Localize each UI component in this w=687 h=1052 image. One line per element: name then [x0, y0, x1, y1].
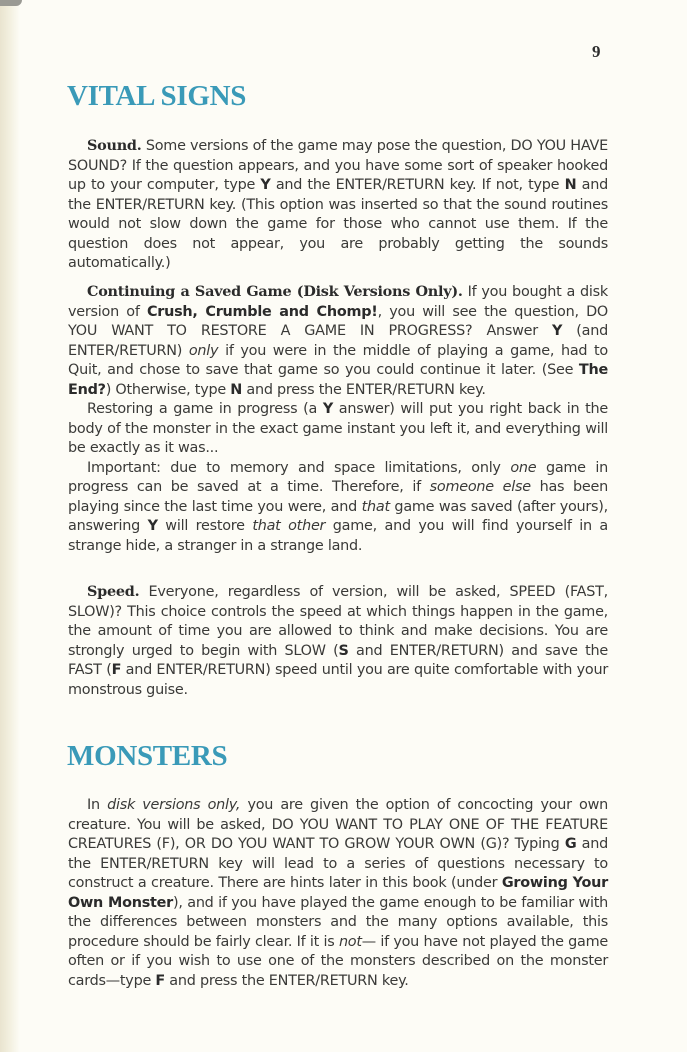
text: you are given the option of concocting your own creature. You will be asked, DO YOU WANT TO PLAY ONE OF THE FEATURE CREATURES (F), OR DO YOU WANT TO GROW YOUR OWN (G)? Typing — [68, 797, 608, 852]
text: and the ENTER/RETURN key. If not, type — [270, 177, 565, 193]
text: and press the ENTER/RETURN key. — [164, 972, 409, 989]
page-number: 9 — [592, 42, 601, 61]
page-corner — [0, 0, 22, 6]
key-s: S — [338, 642, 349, 659]
text: In — [87, 797, 108, 813]
key-n: N — [564, 177, 577, 193]
emphasis: that — [361, 498, 390, 515]
text: ) Otherwise, type — [105, 381, 231, 398]
text: Important: due to memory and space limitations, only — [87, 459, 511, 476]
key-f: F — [155, 972, 165, 989]
text: game was saved (after yours), answering — [68, 498, 608, 534]
text: — if you have not played the game often or if you wish to use one of the monsters described on the monster cards—type — [68, 933, 608, 989]
text: Some versions of the game may pose the question, DO YOU HAVE SOUND? If the question appears, and you have some sort of speaker hooked up to your computer, type — [68, 138, 608, 193]
text: and the ENTER/RETURN key. (This option was inserted so that the sound routines would not slow down the game for those who cannot use them. If the question does not appear, you are probably getting the sounds automatically.) — [68, 177, 608, 271]
paragraph-continuing-saved-game — [68, 282, 608, 556]
text: game, and you will find yourself in a strange hide, a stranger in a strange land. — [68, 518, 609, 554]
section-heading-monsters: MONSTERS — [67, 740, 228, 772]
cross-reference: The End? — [68, 362, 608, 398]
key-y: Y — [260, 177, 271, 193]
text: and ENTER/RETURN) speed until you are quite comfortable with your monstrous guise. — [68, 662, 608, 698]
text: , you will see the question, DO YOU WANT TO RESTORE A GAME IN PROGRESS? Answer — [68, 303, 609, 339]
term-sound: Sound. — [87, 137, 142, 154]
game-title: Crush, Crumble and Chomp! — [146, 303, 378, 320]
text: answer) will put you right back in the body of the monster in the exact game instant you left it, and everything will be exactly as it was... — [68, 401, 608, 456]
paragraph-speed — [68, 582, 608, 700]
emphasis: someone else — [429, 479, 531, 495]
text: if you were in the middle of playing a game, had to Quit, and chose to save that game so you could continue it later. (See — [68, 342, 608, 378]
emphasis: disk versions only, — [107, 797, 241, 813]
emphasis: that other — [252, 518, 326, 534]
text: and the ENTER/RETURN key will lead to a series of questions necessary to construct a creature. There are hints later in this book (under — [68, 836, 608, 891]
text: (and ENTER/RETURN) — [68, 323, 608, 359]
emphasis: one — [510, 459, 537, 476]
paragraph-monsters — [68, 796, 608, 991]
text: game in progress can be saved at a time. Therefore, if — [68, 459, 608, 495]
key-n: N — [230, 381, 243, 398]
text: Restoring a game in progress (a — [87, 401, 323, 417]
term-speed: Speed. — [87, 583, 140, 600]
key-g: G — [564, 836, 577, 852]
page-spine-shadow — [0, 0, 20, 1052]
text: and press the ENTER/RETURN key. — [242, 381, 486, 398]
paragraph-important — [68, 459, 608, 557]
term-continuing-saved-game: Continuing a Saved Game (Disk Versions Only). — [87, 283, 463, 300]
paragraph-restoring — [68, 400, 608, 459]
key-y: Y — [552, 323, 563, 339]
text: and ENTER/RETURN) and save the FAST ( — [68, 642, 609, 678]
text: If you bought a disk version of — [68, 284, 608, 320]
key-f: F — [111, 662, 122, 678]
key-y: Y — [322, 401, 334, 417]
section-heading-vital-signs: VITAL SIGNS — [67, 80, 247, 112]
paragraph-sound — [68, 136, 608, 274]
cross-reference: Growing Your Own Monster — [68, 875, 609, 911]
emphasis: only — [188, 342, 219, 359]
emphasis: not — [338, 933, 362, 950]
text: will restore — [157, 518, 253, 534]
text: has been playing since the last time you were, and — [68, 479, 608, 515]
text: ), and if you have played the game enough to be familiar with the differences between monsters and the many options available, this procedure should be fairly clear. If it is — [68, 894, 608, 950]
key-y: Y — [147, 518, 158, 534]
text: Everyone, regardless of version, will be asked, SPEED (FAST, SLOW)? This choice controls the speed at which things happen in the game, the amount of time you are allowed to think and make decisions. You are strongly urged to begin with SLOW ( — [68, 584, 608, 659]
